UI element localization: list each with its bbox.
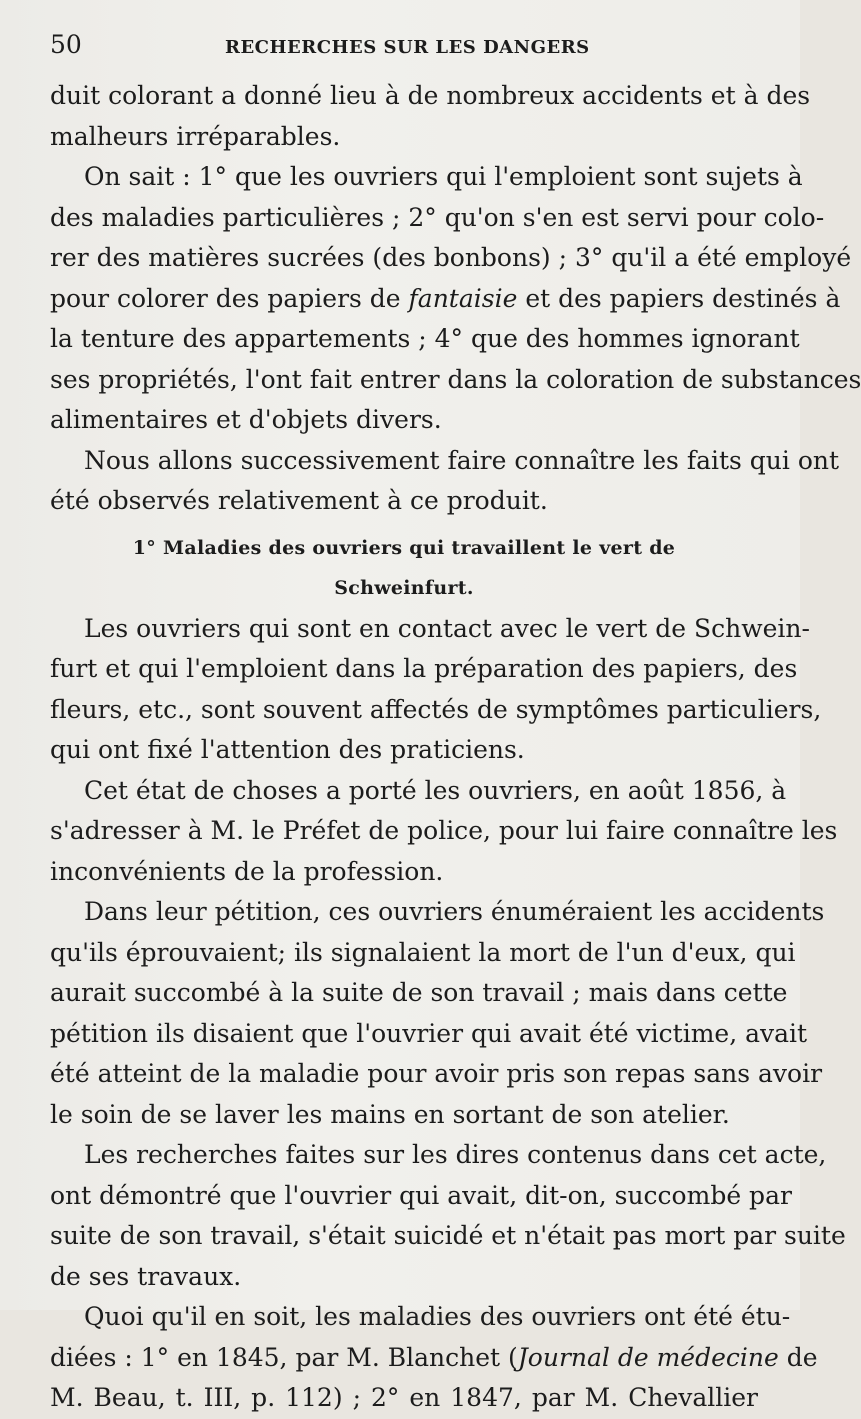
text-line: ses propriétés, l'ont fait entrer dans la coloration de substances (50, 364, 861, 394)
text-line: Cet état de choses a porté les ouvriers, en août 1856, à (84, 775, 787, 805)
text-line: ont démontré que l'ouvrier qui avait, dit-on, succombé par (50, 1180, 792, 1210)
text-line: la tenture des appartements ; 4° que des hommes ignorant (50, 324, 800, 353)
text-line: malheurs irréparables. (50, 121, 341, 151)
text-line: été observés relativement à ce produit. (50, 486, 548, 515)
text-line: furt et qui l'emploient dans la préparation des papiers, des (50, 654, 798, 683)
running-head (50, 30, 758, 76)
text-line: pétition ils disaient que l'ouvrier qui avait été victime, avait (50, 1018, 808, 1048)
paragraph (50, 1297, 818, 1419)
section-heading (50, 522, 758, 609)
text-line: le soin de se laver les mains en sortant de son atelier. (50, 1099, 730, 1129)
paragraph (50, 771, 838, 893)
text-line: alimentaires et d'objets divers. (50, 405, 442, 434)
paragraph (50, 76, 811, 157)
text-line: Les ouvriers qui sont en contact avec le vert de Schwein- (84, 613, 810, 643)
text-line: des maladies particulières ; 2° qu'on s'en est servi pour colo- (50, 202, 825, 232)
paragraph (50, 157, 861, 441)
text-line: qu'ils éprouvaient; ils signalaient la mort de l'un d'eux, qui (50, 937, 796, 967)
section-heading-line: 1° Maladies des ouvriers qui travaillent le vert de (132, 536, 676, 559)
text-line: Dans leur pétition, ces ouvriers énuméraient les accidents (84, 897, 825, 926)
text-line: diées : 1° en 1845, par M. Blanchet (Journal de médecine de (50, 1342, 818, 1372)
page-number: 50 (50, 30, 82, 59)
text-line: inconvénients de la profession. (50, 856, 444, 886)
paragraph (50, 609, 822, 771)
text-line: été atteint de la maladie pour avoir pris son repas sans avoir (50, 1059, 823, 1088)
running-title: RECHERCHES SUR LES DANGERS (225, 37, 590, 58)
text-line: aurait succombé à la suite de son travail ; mais dans cette (50, 978, 788, 1007)
text-line: M. Beau, t. III, p. 112) ; 2° en 1847, par M. Chevallier (50, 1383, 758, 1412)
text-line: Nous allons successivement faire connaître les faits qui ont (84, 445, 840, 475)
paragraph (50, 892, 825, 1135)
text-line: suite de son travail, s'était suicidé et n'était pas mort par suite (50, 1221, 846, 1250)
text-line: Les recherches faites sur les dires contenus dans cet acte, (84, 1140, 827, 1169)
section-heading-line: Schweinfurt. (334, 577, 474, 599)
text-line: pour colorer des papiers de fantaisie et des papiers destinés à (50, 283, 841, 313)
text-line: qui ont fixé l'attention des praticiens. (50, 735, 525, 764)
text-line: s'adresser à M. le Préfet de police, pour lui faire connaître les (50, 816, 838, 845)
text-line: duit colorant a donné lieu à de nombreux accidents et à des (50, 81, 811, 110)
text-line: de ses travaux. (50, 1261, 242, 1291)
italic-text: fantaisie (408, 283, 518, 313)
italic-text: Journal de médecine (517, 1342, 779, 1372)
text-line: On sait : 1° que les ouvriers qui l'emploient sont sujets à (84, 162, 803, 191)
paragraph (50, 441, 840, 522)
text-line: Quoi qu'il en soit, les maladies des ouvriers ont été étu- (84, 1302, 791, 1331)
paragraph (50, 1135, 846, 1297)
text-line: fleurs, etc., sont souvent affectés de symptômes particuliers, (50, 694, 822, 724)
text-line: rer des matières sucrées (des bonbons) ; 3° qu'il a été employé (50, 243, 852, 272)
